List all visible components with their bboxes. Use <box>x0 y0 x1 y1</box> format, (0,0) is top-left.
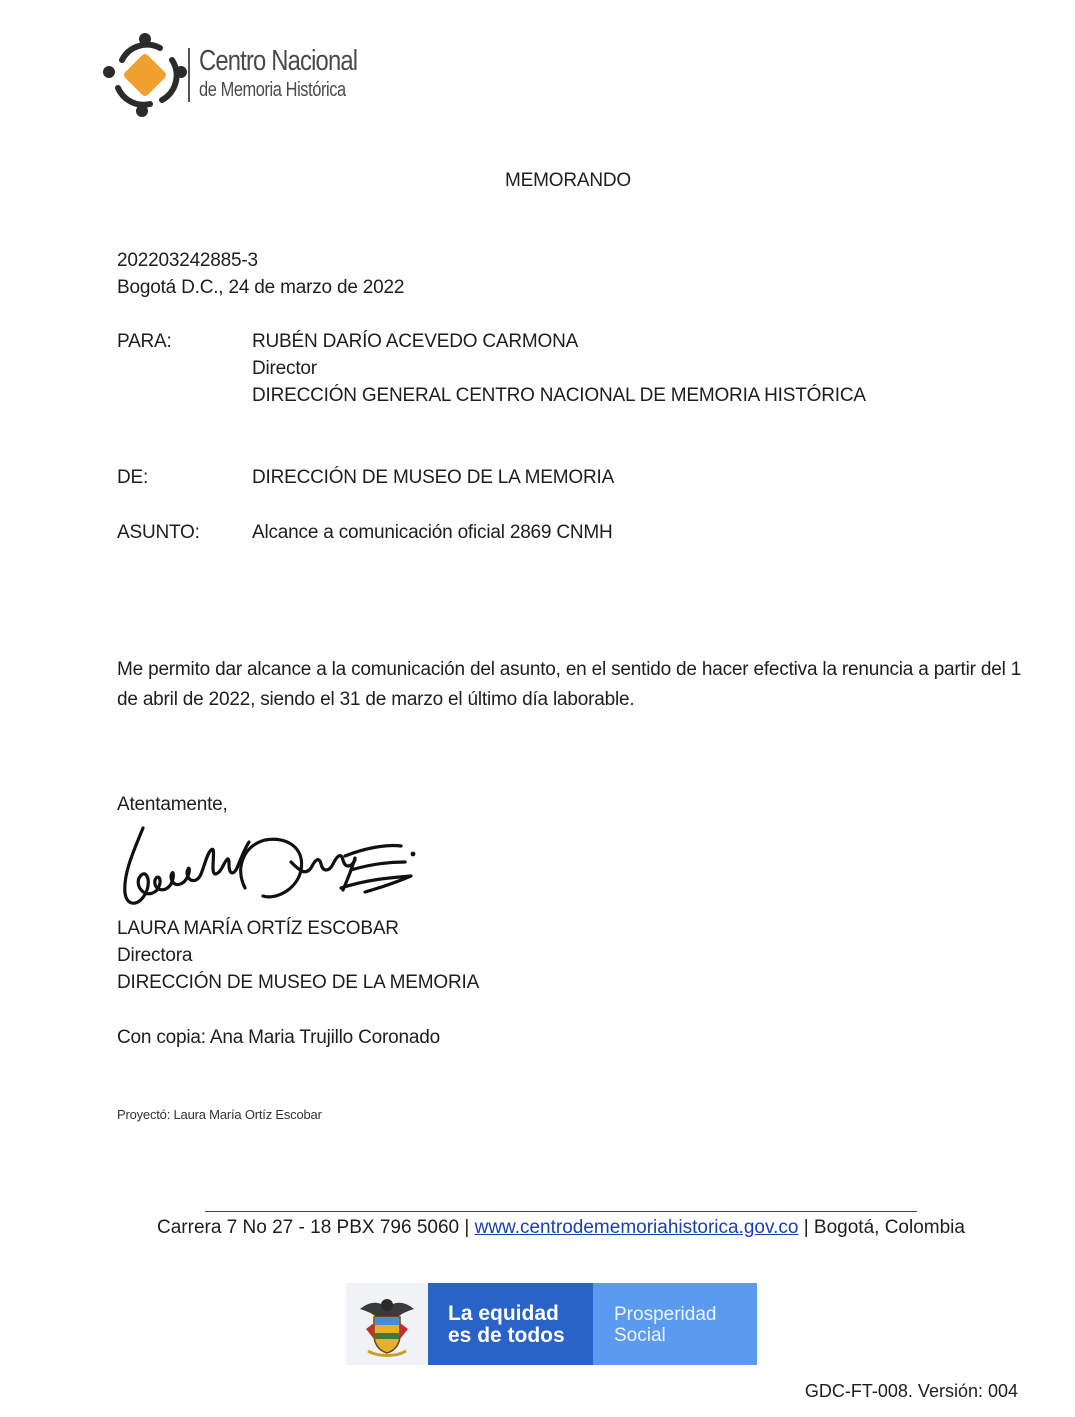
handwritten-signature <box>115 818 420 913</box>
para-label: PARA: <box>117 331 172 352</box>
sender-office: DIRECCIÓN DE MUSEO DE LA MEMORIA <box>252 467 615 488</box>
entity-line1: Prosperidad <box>614 1304 717 1325</box>
form-code: GDC-FT-008. Versión: 004 <box>804 1381 1018 1401</box>
website-link[interactable]: www.centrodememoriahistorica.gov.co <box>474 1217 799 1238</box>
colombia-coat-of-arms <box>346 1283 428 1365</box>
memo-title: MEMORANDO <box>505 170 631 191</box>
recipient-name: RUBÉN DARÍO ACEVEDO CARMONA <box>252 331 579 352</box>
logo-divider <box>188 48 190 102</box>
subject-text: Alcance a comunicación oficial 2869 CNMH <box>252 522 613 543</box>
logo-subtitle: de Memoria Histórica <box>199 79 346 101</box>
closing-text: Atentamente, <box>117 794 228 815</box>
coat-of-arms-icon <box>346 1283 428 1365</box>
slogan-line2: es de todos <box>448 1324 565 1347</box>
prepared-by: Proyectó: Laura María Ortíz Escobar <box>117 1107 322 1122</box>
signer-office: DIRECCIÓN DE MUSEO DE LA MEMORIA <box>117 972 480 993</box>
body-paragraph: Me permito dar alcance a la comunicación del asunto, en el sentido de hacer efectiva la renuncia a partir del 1 de abril de 2022, siendo el 31 de marzo el último día laborable. <box>117 659 1022 710</box>
cnmh-logo-icon <box>100 30 190 120</box>
reference-number: 202203242885-3 <box>117 250 258 271</box>
banner-entity-panel <box>593 1283 757 1365</box>
signer-role: Directora <box>117 945 193 966</box>
footer-address-text: Carrera 7 No 27 - 18 PBX 796 5060 | <box>157 1217 475 1238</box>
entity-line2: Social <box>614 1325 666 1346</box>
signer-name: LAURA MARÍA ORTÍZ ESCOBAR <box>117 918 399 939</box>
asunto-label: ASUNTO: <box>117 522 200 543</box>
banner-slogan-panel <box>428 1283 593 1365</box>
slogan-line1: La equidad <box>448 1302 559 1325</box>
footer-rule <box>205 1211 917 1212</box>
logo-title: Centro Nacional <box>199 45 358 77</box>
de-label: DE: <box>117 467 149 488</box>
footer-city: | Bogotá, Colombia <box>798 1217 965 1238</box>
copy-line: Con copia: Ana Maria Trujillo Coronado <box>117 1027 440 1048</box>
recipient-role: Director <box>252 358 317 379</box>
footer-address <box>0 1217 1075 1239</box>
date-line: Bogotá D.C., 24 de marzo de 2022 <box>117 277 405 298</box>
recipient-office: DIRECCIÓN GENERAL CENTRO NACIONAL DE MEMORIA HISTÓRICA <box>252 385 866 406</box>
